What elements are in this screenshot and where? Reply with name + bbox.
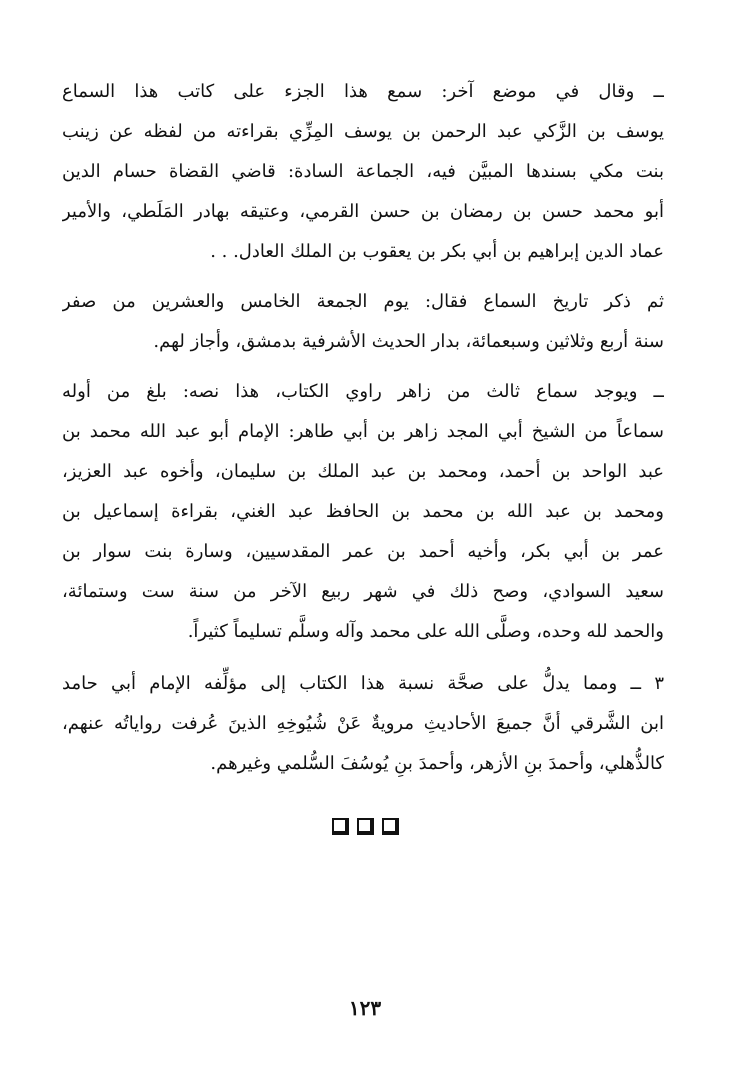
paragraph-line: عماد الدين إبراهيم بن أبي بكر بن يعقوب بن الملك العادل. . .: [210, 241, 664, 262]
paragraph-sama-date: [62, 282, 664, 362]
paragraph-sama-second: [62, 72, 664, 272]
paragraph-line: ــ ويوجد سماع ثالث من زاهر راوي الكتاب، هذا نصه: بلغ من أوله: [62, 381, 664, 402]
paragraph-line: سعيد السوادي، وصح ذلك في شهر ربيع الآخر من سنة ست وستمائة،: [62, 581, 664, 602]
paragraph-line: عمر بن أبي بكر، وأخيه أحمد بن عمر المقدسيين، وسارة بنت سوار بن: [62, 541, 664, 562]
paragraph-line: ابن الشَّرقي أنَّ جميعَ الأحاديثِ مرويةٌ عَنْ شُيُوخِهِ الذينَ عُرفت رواياتُه عنهم،: [62, 713, 664, 734]
paragraph-line: سنة أربع وثلاثين وسبعمائة، بدار الحديث الأشرفية بدمشق، وأجاز لهم.: [153, 331, 664, 352]
square-ornament-icon: [357, 818, 374, 835]
paragraph-line: ٣ ــ ومما يدلُّ على صحَّة نسبة هذا الكتاب إلى مؤلِّفه الإمام أبي حامد: [62, 673, 664, 694]
paragraph-line: ثم ذكر تاريخ السماع فقال: يوم الجمعة الخامس والعشرين من صفر: [62, 291, 664, 312]
paragraph-sama-third: [62, 372, 664, 652]
paragraph-line: والحمد لله وحده، وصلَّى الله على محمد وآله وسلَّم تسليماً كثيراً.: [187, 621, 664, 642]
square-ornament-icon: [382, 818, 399, 835]
section-separator: [0, 818, 730, 835]
paragraph-line: سماعاً من الشيخ أبي المجد زاهر بن أبي طاهر: الإمام أبو عبد الله محمد بن: [62, 421, 664, 442]
paragraph-line: بنت مكي بسندها المبيَّن فيه، الجماعة السادة: قاضي القضاة حسام الدين: [62, 161, 664, 182]
page-number: ١٢٣: [348, 996, 382, 1020]
square-ornament-icon: [332, 818, 349, 835]
paragraph-attribution-proof: [62, 664, 664, 784]
paragraph-line: يوسف بن الزَّكي عبد الرحمن بن يوسف المِزِّي بقراءته من لفظه عن زينب: [62, 121, 664, 142]
paragraph-line: ــ وقال في موضع آخر: سمع هذا الجزء على كاتب هذا السماع: [62, 81, 664, 102]
paragraph-line: عبد الواحد بن أحمد، ومحمد بن عبد الملك بن سليمان، وأخوه عبد العزيز،: [62, 461, 664, 482]
paragraph-line: أبو محمد حسن بن رمضان بن حسن القرمي، وعتيقه بهادر المَلَطي، والأمير: [62, 201, 664, 222]
paragraph-line: كالذُّهلي، وأحمدَ بنِ الأزهر، وأحمدَ بنِ يُوسُفَ السُّلمي وغيرهم.: [210, 753, 664, 774]
paragraph-line: ومحمد بن عبد الله بن محمد بن الحافظ عبد الغني، بقراءة إسماعيل بن: [62, 501, 664, 522]
